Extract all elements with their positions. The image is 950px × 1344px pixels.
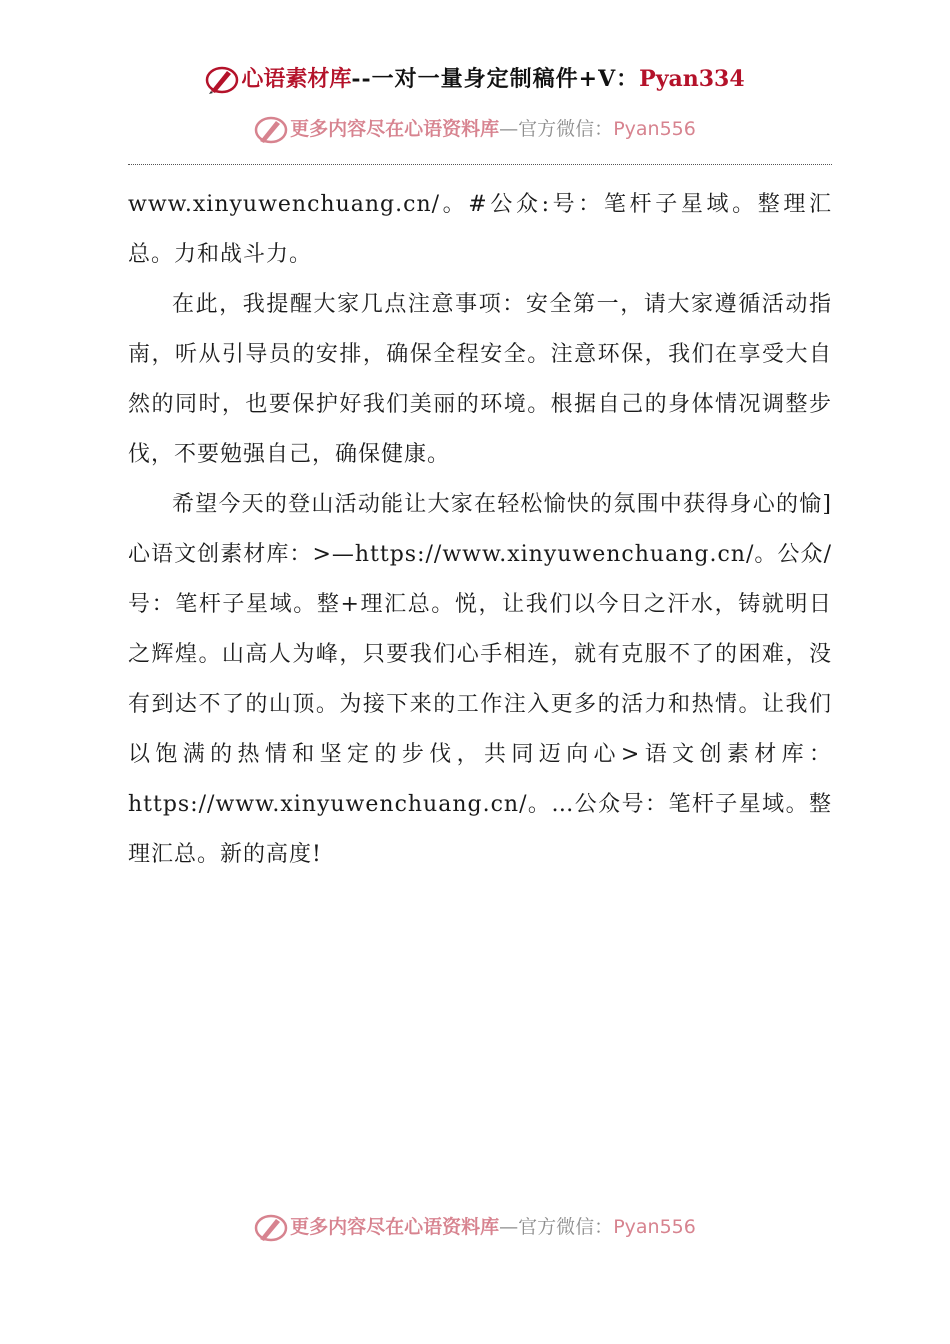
header-divider bbox=[128, 164, 832, 165]
document-body bbox=[128, 180, 832, 880]
header-wx-label: +V： bbox=[578, 66, 640, 92]
watermark-id: Pyan556 bbox=[613, 1216, 696, 1238]
watermark-bottom bbox=[0, 1212, 950, 1243]
paragraph-3: 希望今天的登山活动能让大家在轻松愉快的氛围中获得身心的愉]心语文创素材库：>—https://www.xinyuwenchuang.cn/。公众/号：笔杆子星域。整+理汇总。悦，让我们以今日之汗水，铸就明日之辉煌。山高人为峰，只要我们心手相连，就有克服不了的困难，没有到达不了的山顶。为接下来的工作注入更多的活力和热情。让我们以饱满的热情和坚定的步伐，共同迈向心>语文创素材库：https://www.xinyuwenchuang.cn/。…公众号：笔杆子星域。整理汇总。新的高度! bbox=[128, 492, 832, 867]
pen-watermark-icon bbox=[254, 1213, 288, 1243]
watermark-text: 更多内容尽在心语资料库 bbox=[290, 1216, 500, 1238]
header-wx-id: Pyan334 bbox=[639, 66, 745, 92]
watermark-sub: —官方微信： bbox=[499, 1216, 614, 1238]
paragraph-2: 在此，我提醒大家几点注意事项：安全第一，请大家遵循活动指南，听从引导员的安排，确保全程安全。注意环保，我们在享受大自然的同时，也要保护好我们美丽的环境。根据自己的身体情况调整步伐，不要勉强自己，确保健康。 bbox=[128, 292, 832, 467]
watermark-top bbox=[0, 114, 950, 145]
page-header-banner bbox=[0, 62, 950, 95]
header-slogan: 一对一量身定制稿件 bbox=[371, 66, 579, 92]
pen-logo-icon bbox=[205, 65, 239, 95]
header-dashes: -- bbox=[351, 66, 372, 92]
header-brand: 心语素材库 bbox=[241, 66, 352, 92]
watermark-sub: —官方微信： bbox=[499, 118, 614, 140]
pen-watermark-icon bbox=[254, 115, 288, 145]
watermark-id: Pyan556 bbox=[613, 118, 696, 140]
watermark-text: 更多内容尽在心语资料库 bbox=[290, 118, 500, 140]
paragraph-1: www.xinyuwenchuang.cn/。#公众:号：笔杆子星域。整理汇总。力和战斗力。 bbox=[128, 192, 832, 267]
